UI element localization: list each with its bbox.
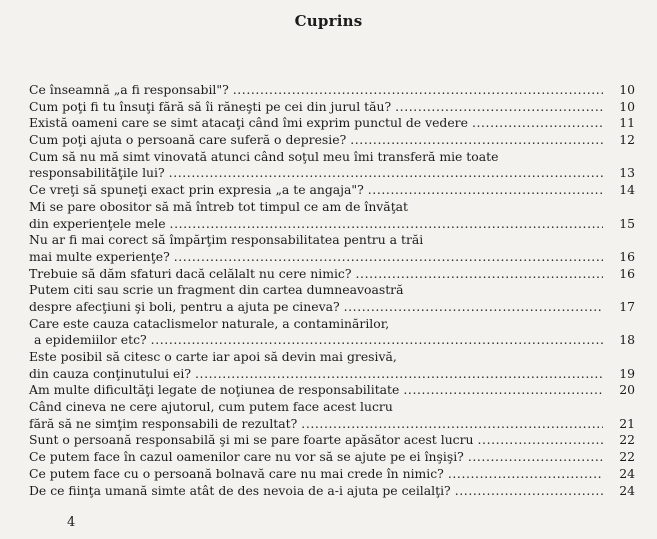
toc-entry[interactable]: [29, 399, 635, 432]
toc-entry-title: Care este cauza cataclismelor naturale, a contaminărilor,: [29, 315, 390, 331]
toc-entry-title: De ce fiinţa umană simte atât de des nevoia de a-i ajuta pe ceilalţi?: [29, 482, 451, 498]
toc-entry[interactable]: [29, 82, 635, 99]
toc-entry-title-continued: a epidemiilor etc?: [34, 332, 147, 348]
toc-entry[interactable]: [29, 132, 635, 149]
toc-entry[interactable]: [29, 282, 635, 315]
toc-entry-page: 11: [619, 115, 635, 131]
toc-entry[interactable]: [29, 349, 635, 382]
toc-entry-title: Ce putem face cu o persoană bolnavă care nu mai crede în nimic?: [29, 465, 444, 481]
leader-dots: [174, 249, 603, 266]
toc-entry-title-continued: despre afecţiuni şi boli, pentru a ajuta pe cineva?: [29, 298, 340, 314]
toc-entry-page: 17: [619, 298, 635, 314]
toc-entry-page: 18: [619, 332, 635, 348]
toc-entry-page: 12: [619, 132, 635, 148]
page-title: Cuprins: [294, 12, 363, 30]
leader-dots: [356, 266, 603, 283]
toc-entry-page: 16: [619, 265, 635, 281]
toc-entry-page: 10: [619, 82, 635, 97]
toc-entry-title: Există oameni care se simt atacaţi când îmi exprim punctul de vedere: [29, 115, 468, 131]
leader-dots: [344, 299, 603, 316]
leader-dots: [195, 366, 603, 383]
toc-entry-page: 10: [619, 98, 635, 114]
toc-entry-title: Am multe dificultăţi legate de noţiunea de responsabilitate: [29, 382, 400, 398]
leader-dots: [350, 132, 603, 149]
toc-entry-title: Ce putem face în cazul oamenilor care nu vor să se ajute pe ei înşişi?: [29, 449, 464, 465]
toc-entry-title-continued: din cauza conţinutului ei?: [29, 365, 191, 381]
toc-entry[interactable]: [29, 99, 635, 116]
leader-dots: [478, 432, 603, 449]
page-number: 4: [67, 515, 76, 530]
leader-dots: [170, 216, 603, 233]
toc-entry-title: Este posibil să citesc o carte iar apoi să devin mai gresivă,: [29, 349, 397, 364]
toc-entry-page: 13: [619, 165, 635, 181]
toc-entry[interactable]: [29, 382, 635, 399]
toc-entry-page: 16: [619, 248, 635, 264]
toc-entry-page: 22: [619, 449, 635, 465]
toc-entry-page: 24: [619, 482, 635, 498]
toc-entry[interactable]: [29, 432, 635, 449]
toc-entry[interactable]: [29, 232, 635, 265]
toc-entry-title-continued: responsabilităţile lui?: [29, 165, 165, 181]
toc-entry-page: 22: [619, 432, 635, 448]
leader-dots: [455, 483, 603, 500]
leader-dots: [403, 382, 603, 399]
leader-dots: [472, 115, 603, 132]
toc-entry-page: 20: [619, 382, 635, 398]
table-of-contents: [29, 82, 635, 499]
toc-entry-title: Sunt o persoană responsabilă şi mi se pare foarte apăsător acest lucru: [29, 432, 474, 448]
toc-entry[interactable]: [29, 182, 635, 199]
toc-entry[interactable]: [29, 316, 635, 349]
toc-entry[interactable]: [29, 149, 635, 182]
toc-entry[interactable]: [29, 199, 635, 232]
toc-entry-title: Mi se pare obositor să mă întreb tot timpul ce am de învăţat: [29, 198, 409, 214]
toc-entry[interactable]: [29, 115, 635, 132]
leader-dots: [301, 416, 603, 433]
leader-dots: [395, 99, 603, 116]
leader-dots: [151, 332, 603, 349]
leader-dots: [448, 466, 603, 483]
leader-dots: [468, 449, 603, 466]
toc-entry-title: Când cineva ne cere ajutorul, cum putem face acest lucru: [29, 399, 393, 415]
toc-entry-title-continued: fără să ne simţim responsabili de rezultat?: [29, 415, 298, 431]
toc-entry-title: Cum poţi ajuta o persoană care suferă o depresie?: [29, 132, 347, 148]
toc-entry-title-continued: mai multe experienţe?: [29, 248, 170, 264]
toc-entry-title: Ce înseamnă „a fi responsabil"?: [29, 82, 229, 97]
toc-entry[interactable]: [29, 466, 635, 483]
toc-entry[interactable]: [29, 266, 635, 283]
toc-entry-page: 21: [619, 415, 635, 431]
toc-entry[interactable]: [29, 449, 635, 466]
leader-dots: [169, 165, 603, 182]
toc-entry-title: Nu ar fi mai corect să împărţim responsabilitatea pentru a trăi: [29, 232, 424, 248]
toc-entry-page: 24: [619, 465, 635, 481]
toc-entry-title: Cum poţi fi tu însuţi fără să îi răneşti pe cei din jurul tău?: [29, 98, 392, 114]
toc-entry-title: Putem citi sau scrie un fragment din cartea dumneavoastră: [29, 282, 404, 298]
toc-entry-page: 19: [619, 365, 635, 381]
toc-entry-title: Trebuie să dăm sfaturi dacă celălalt nu cere nimic?: [29, 265, 352, 281]
toc-entry-page: 15: [619, 215, 635, 231]
toc-entry-page: 14: [619, 182, 635, 198]
toc-entry[interactable]: [29, 483, 635, 500]
toc-entry-title: Cum să nu mă simt vinovată atunci când soţul meu îmi transferă mie toate: [29, 148, 499, 164]
leader-dots: [233, 82, 603, 99]
leader-dots: [368, 182, 603, 199]
toc-entry-title-continued: din experienţele mele: [29, 215, 166, 231]
toc-entry-title: Ce vreţi să spuneţi exact prin expresia „a te angaja"?: [29, 182, 364, 198]
